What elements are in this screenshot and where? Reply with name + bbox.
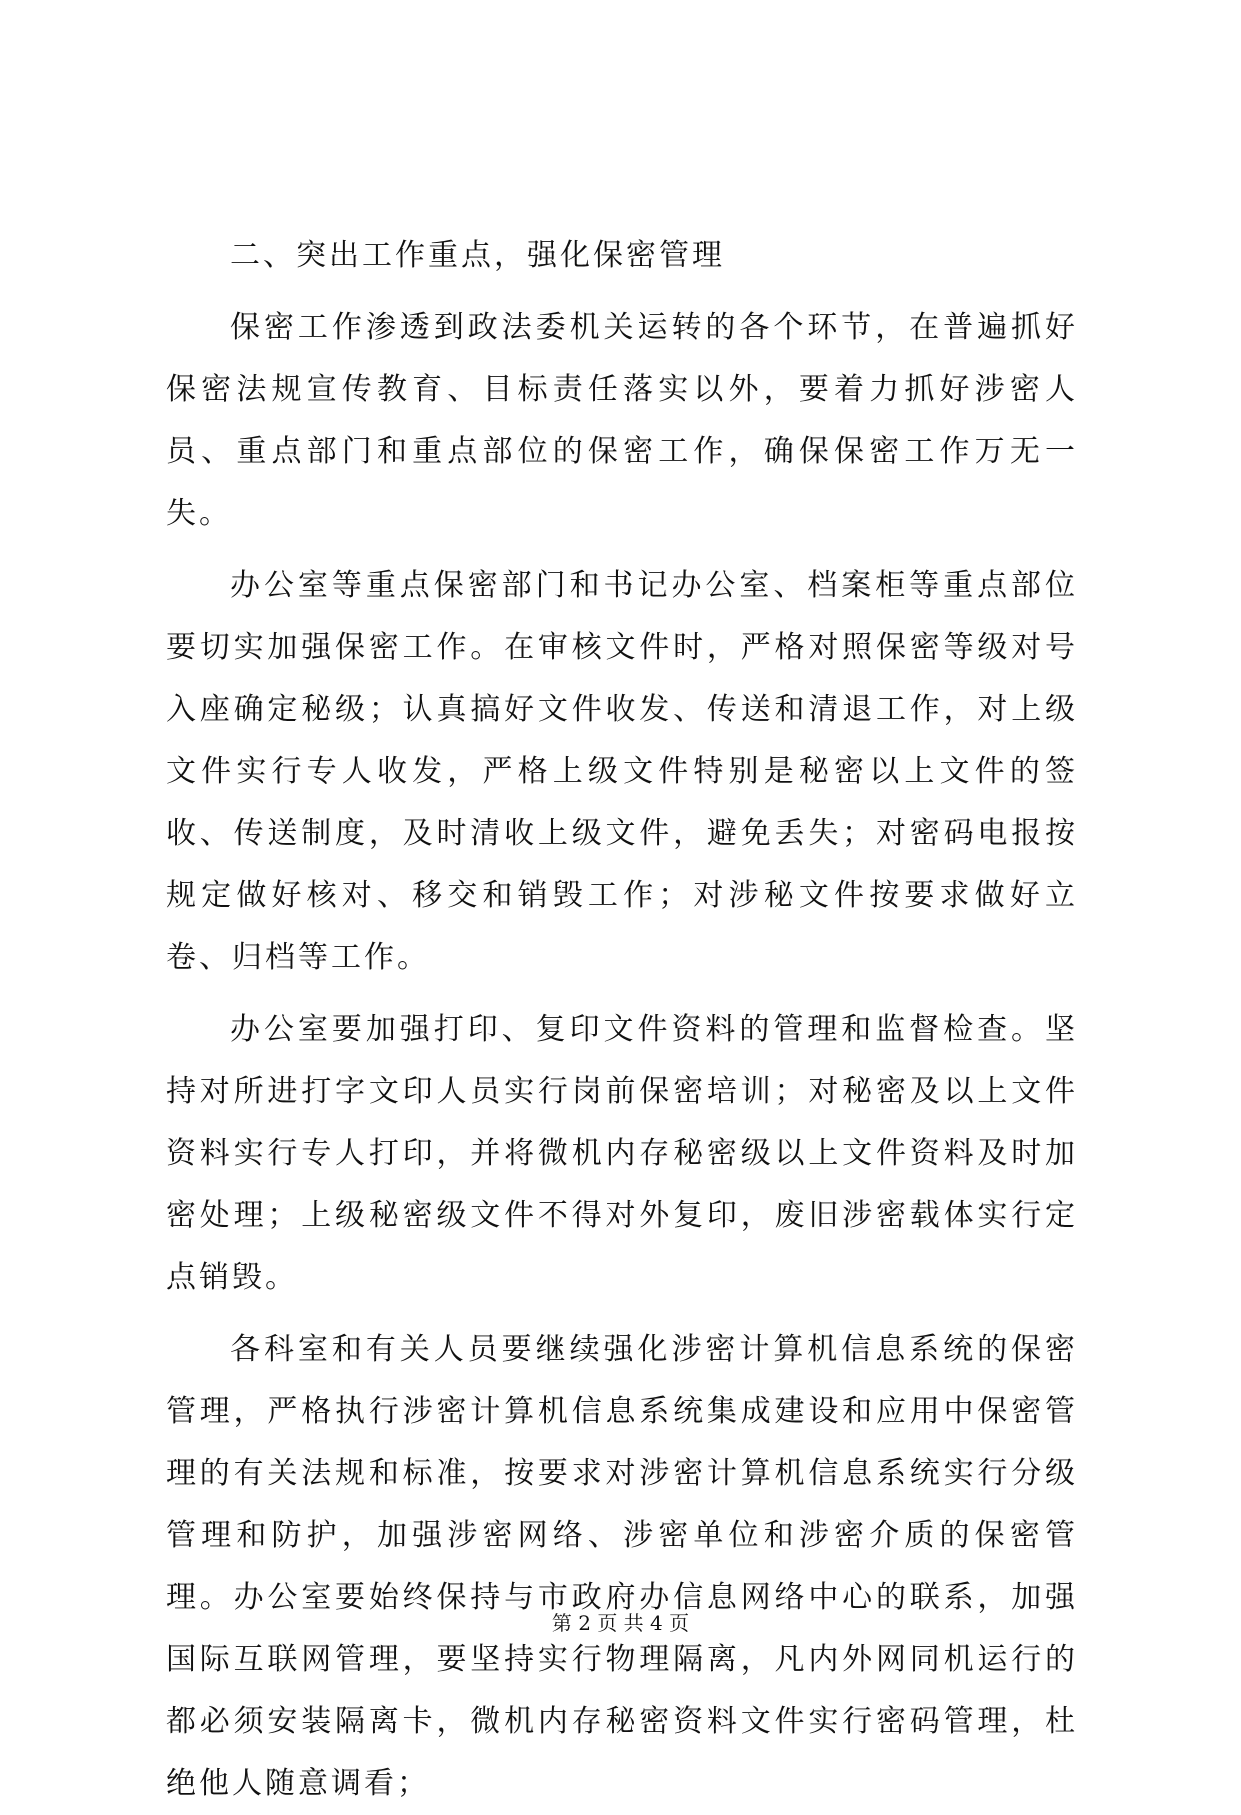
paragraph-4: 各科室和有关人员要继续强化涉密计算机信息系统的保密管理，严格执行涉密计算机信息系统集成建设和应用中保密管理的有关法规和标准，按要求对涉密计算机信息系统实行分级管理和防护，加强涉密网络、涉密单位和涉密介质的保密管理。办公室要始终保持与市政府办信息网络中心的联系，加强国际互联网管理，要坚持实行物理隔离，凡内外网同机运行的都必须安装隔离卡，微机内存秘密资料文件实行密码管理，杜绝他人随意调看；	[166, 1332, 1078, 1801]
paragraph-1: 保密工作渗透到政法委机关运转的各个环节，在普遍抓好保密法规宣传教育、目标责任落实以外，要着力抓好涉密人员、重点部门和重点部位的保密工作，确保保密工作万无一失。	[166, 310, 1078, 531]
paragraph-2: 办公室等重点保密部门和书记办公室、档案柜等重点部位要切实加强保密工作。在审核文件时，严格对照保密等级对号入座确定秘级；认真搞好文件收发、传送和清退工作，对上级文件实行专人收发，严格上级文件特别是秘密以上文件的签收、传送制度，及时清收上级文件，避免丢失；对密码电报按规定做好核对、移交和销毁工作；对涉秘文件按要求做好立卷、归档等工作。	[166, 568, 1078, 975]
section-heading: 二、突出工作重点，强化保密管理	[230, 238, 725, 273]
page-number-footer: 第 2 页 共 4 页	[551, 1611, 690, 1635]
paragraph-3: 办公室要加强打印、复印文件资料的管理和监督检查。坚持对所进打字文印人员实行岗前保密培训；对秘密及以上文件资料实行专人打印，并将微机内存秘密级以上文件资料及时加密处理；上级秘密级文件不得对外复印，废旧涉密载体实行定点销毁。	[166, 1012, 1078, 1295]
document-body	[166, 225, 1078, 1815]
